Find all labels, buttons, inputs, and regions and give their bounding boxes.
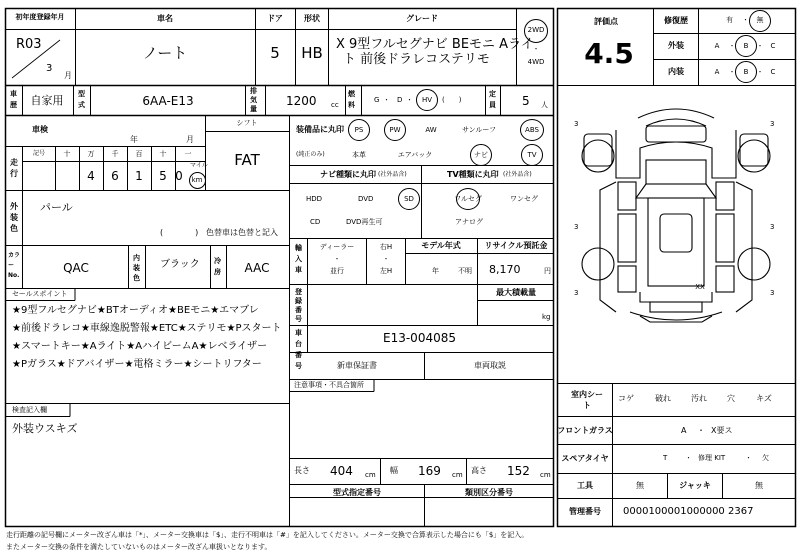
seat-issue-tear: 破れ (655, 394, 671, 403)
first-reg-month-unit: 月 (64, 71, 72, 80)
inspector-text: 外装ウスキズ (12, 422, 78, 435)
sales-point-line: ★9型フルセグナビ★BTオーディオ★BEモニ★エマブレ (12, 305, 259, 316)
spare-none: 欠 (762, 454, 769, 462)
exterior-grade-label: 外装 (668, 41, 684, 50)
inspector-label: 検査記入欄 (12, 406, 47, 414)
ac-label: 冷房 (214, 257, 221, 276)
width-label: 幅 (390, 466, 398, 475)
type-cert-label: 型式指定番号 (333, 488, 381, 497)
shift-value: FAT (234, 151, 260, 169)
equip-abs: ABS (525, 126, 539, 134)
navi-sub: (社外品含) (378, 171, 407, 178)
equip-pw: PW (389, 126, 401, 134)
equipment-sub: (純正のみ) (296, 151, 325, 158)
windshield-x-required: X要ス (711, 426, 733, 435)
grade-label: グレード (406, 14, 438, 23)
equip-aw: AW (425, 126, 437, 134)
grade-dot: ・ (728, 42, 736, 50)
doors-label: ドア (267, 14, 283, 23)
drive-2wd: 2WD (527, 26, 545, 34)
equip-sunroof: サンルーフ (461, 126, 497, 134)
fuel-dot-1: ・ (383, 96, 390, 104)
equip-navi: ナビ (474, 151, 488, 159)
doors-value: 5 (270, 44, 280, 62)
color-no-label: カラーNo. (8, 252, 21, 279)
displacement-unit: cc (331, 101, 339, 109)
tv-label: TV種類に丸印 (447, 170, 499, 179)
model-year-unknown: 不明 (458, 267, 472, 275)
tv-oneseg: ワンセグ (510, 195, 538, 203)
interior-grade-a: A (714, 68, 720, 76)
chassis-value: E13-004085 (383, 331, 456, 345)
tv-analog: アナログ (455, 218, 483, 226)
grade-dot: ・ (728, 68, 736, 76)
mileage-digit-label: 一 (184, 150, 192, 158)
shape-label: 形状 (304, 14, 320, 23)
usage-value: 自家用 (30, 94, 64, 107)
repair-yes: 有 (726, 16, 733, 24)
drive-4wd: 4WD (527, 58, 545, 66)
footer-note-line-1: 走行距離の記号欄にメーター改ざん車は「*」、メーター交換車は「$」、走行不明車は「#」を記入してください。メーター交換で合算表示した場合にも「$」を記入。 (6, 531, 529, 539)
spare-dot: ・ (685, 454, 692, 462)
exterior-grade-a: A (714, 42, 720, 50)
diagram-number-label: 3 (574, 223, 579, 231)
mile-label: マイル (190, 162, 208, 169)
import-right-h: 右H (379, 243, 393, 251)
windshield-label: フロントガラス (557, 426, 613, 435)
model-value: 6AA-E13 (142, 94, 194, 108)
fuel-hv: HV (421, 96, 433, 104)
fuel-paren: ( ) (442, 96, 462, 104)
management-number-value: 0000100001000000 2367 (623, 506, 754, 517)
equipment-label: 装備品に丸印 (296, 125, 344, 134)
warranty-new-car: 新車保証書 (337, 361, 377, 370)
model-year-unit: 年 (432, 267, 439, 275)
import-left-h: 左H (379, 267, 393, 275)
recycle-unit: 円 (544, 267, 551, 275)
interior-seat-label: 室内シート (571, 390, 603, 410)
diagram-number-label: 3 (574, 289, 579, 297)
color-no-value: QAC (63, 261, 89, 275)
jack-value: 無 (755, 481, 763, 490)
spare-t: T (663, 454, 668, 462)
navi-hdd: HDD (306, 195, 323, 203)
diagram-number-label: 3 (770, 223, 775, 231)
height-unit: cm (540, 471, 551, 479)
exterior-color-note: 色替車は色替と記入 (206, 228, 278, 237)
interior-color-value: ブラック (160, 259, 200, 270)
interior-color-label: 内装色 (133, 254, 140, 282)
mileage-digit: 5 (159, 169, 167, 183)
navi-label: ナビ種類に丸印 (320, 170, 376, 179)
sales-point-line: ★前後ドラレコ★車線逸脱警報★ETC★ステリモ★Pスタート (12, 323, 282, 334)
diagram-number-label: 3 (770, 289, 775, 297)
inspection-year-unit: 年 (130, 135, 138, 144)
seat-issue-stain: 汚れ (691, 394, 707, 403)
score-value: 4.5 (584, 37, 634, 70)
fuel-d: D (397, 96, 403, 104)
equip-airbag: エアバック (397, 151, 433, 159)
interior-grade-c: C (770, 68, 776, 76)
grade-line-2: ト 前後ドラレコステリモ (343, 52, 490, 67)
model-label: 型式 (78, 90, 85, 109)
notes-label: 注意事項・不具合箇所 (294, 381, 364, 389)
tools-label: 工具 (577, 481, 593, 490)
fuel-label: 燃料 (348, 90, 355, 109)
class-number-label: 類別区分番号 (465, 488, 513, 497)
equip-ps: PS (354, 126, 364, 134)
length-value: 404 (330, 464, 353, 478)
import-parallel: 並行 (330, 267, 344, 275)
interior-grade-b: B (743, 68, 749, 76)
capacity-unit: 人 (541, 101, 548, 109)
import-label: 輸入車 (295, 244, 302, 274)
grade-dot: ・ (756, 42, 764, 50)
navi-dvd: DVD (358, 195, 374, 203)
length-label: 長さ (294, 466, 310, 475)
exterior-color-label: 外装色 (10, 202, 18, 233)
mileage-digit-label: 十 (63, 150, 71, 158)
mileage-digit: 6 (111, 169, 119, 183)
shape-value: HB (301, 44, 323, 62)
diagram-number-label: 3 (770, 120, 775, 128)
warranty-manual: 車両取説 (474, 361, 506, 370)
first-reg-label: 初年度登録年月 (15, 13, 65, 21)
height-label: 高さ (471, 466, 487, 475)
mileage-digit-label: 百 (135, 150, 143, 158)
diagram-mark-xx: XX (695, 283, 705, 291)
exterior-color-value: パール (40, 201, 73, 214)
mileage-digit-label: 万 (87, 150, 95, 158)
mileage-digit: 1 (135, 169, 143, 183)
tv-fullseg: フルセグ (454, 195, 482, 203)
repair-no: 無 (756, 16, 764, 24)
navi-cd: CD (310, 218, 321, 226)
exterior-grade-c: C (770, 42, 776, 50)
seat-issue-burn: コゲ (618, 394, 634, 403)
car-name: ノート (142, 44, 188, 62)
registration-label: 登録番号 (295, 288, 302, 323)
inspection-month-unit: 月 (186, 135, 194, 144)
drive-dot: ・ (532, 45, 540, 53)
ac-value: AAC (244, 261, 270, 275)
import-dot: ・ (333, 255, 341, 263)
inspection-label: 車検 (32, 125, 48, 134)
max-load-unit: kg (542, 313, 551, 321)
mileage-digit-label: 十 (159, 150, 167, 158)
length-unit: cm (365, 471, 376, 479)
tv-sub: (社外品含) (503, 171, 532, 178)
shift-label: シフト (236, 119, 258, 127)
capacity-value: 5 (522, 94, 530, 108)
car-name-label: 車名 (157, 14, 173, 23)
model-year-label: モデル年式 (421, 241, 461, 250)
grade-line-1: X 9型フルセグナビ BEモニ Aライ (336, 37, 534, 52)
mileage-digit: 0 (175, 169, 183, 183)
max-load-label: 最大積載量 (496, 288, 536, 297)
jack-label: ジャッキ (679, 481, 711, 490)
recycle-value: 8,170 (489, 263, 521, 276)
repair-history-label: 修復歴 (664, 16, 688, 25)
first-reg-era: R03 (16, 37, 42, 52)
windshield-a: A (681, 426, 687, 435)
spare-dot: ・ (745, 454, 752, 462)
capacity-label: 定員 (489, 90, 496, 109)
first-reg-month: 3 (46, 63, 53, 74)
width-unit: cm (452, 471, 463, 479)
mileage-sign-label: 記号 (32, 150, 46, 157)
exterior-grade-b: B (743, 42, 749, 50)
diagram-number-label: 3 (574, 120, 579, 128)
spare-repair-kit: 修理 KIT (698, 454, 726, 462)
seat-issue-scratch: キズ (756, 394, 772, 403)
sales-point-line: ★スマートキー★Aライト★AハイビームA★レベライザー (12, 341, 268, 352)
tools-value: 無 (636, 481, 644, 490)
usage-label: 車歴 (10, 90, 17, 109)
management-number-label: 管理番号 (569, 507, 601, 516)
mileage-digit-label: 千 (111, 150, 119, 158)
km-label: km (191, 176, 203, 184)
seat-issue-hole: 穴 (727, 394, 735, 403)
displacement-value: 1200 (286, 94, 317, 108)
mileage-digit: 4 (87, 169, 95, 183)
equip-tv: TV (527, 151, 537, 159)
sales-points-label: セールスポイント (12, 290, 68, 298)
grade-dot: ・ (756, 68, 764, 76)
import-dot: ・ (382, 255, 390, 263)
windshield-dot: ・ (697, 426, 705, 435)
car-diagram (582, 109, 770, 322)
score-label: 評価点 (594, 17, 618, 26)
mileage-label: 走行 (10, 158, 18, 178)
repair-dot: ・ (742, 16, 749, 24)
exterior-color-paren: ( ) (160, 228, 199, 237)
fuel-g: G (374, 96, 380, 104)
chassis-label: 車台番号 (295, 329, 302, 370)
footer-note-line-2: またメーター交換の条件を満たしていないものはメーター改ざん車扱いとなります。 (6, 543, 272, 551)
equip-leather: 本革 (352, 151, 366, 159)
interior-grade-label: 内装 (668, 67, 684, 76)
height-value: 152 (507, 464, 530, 478)
import-dealer: ディーラー (319, 243, 355, 251)
displacement-label: 排気量 (250, 87, 257, 113)
recycle-label: リサイクル預託金 (484, 241, 548, 250)
width-value: 169 (418, 464, 441, 478)
navi-sd: SD (404, 195, 414, 203)
sales-point-line: ★Pガラス★ドアバイザー★電格ミラー★シートリフター (12, 359, 262, 370)
navi-dvd-playback: DVD再生可 (346, 218, 383, 226)
spare-tire-label: スペアタイヤ (561, 454, 609, 463)
fuel-dot-2: ・ (406, 96, 413, 104)
